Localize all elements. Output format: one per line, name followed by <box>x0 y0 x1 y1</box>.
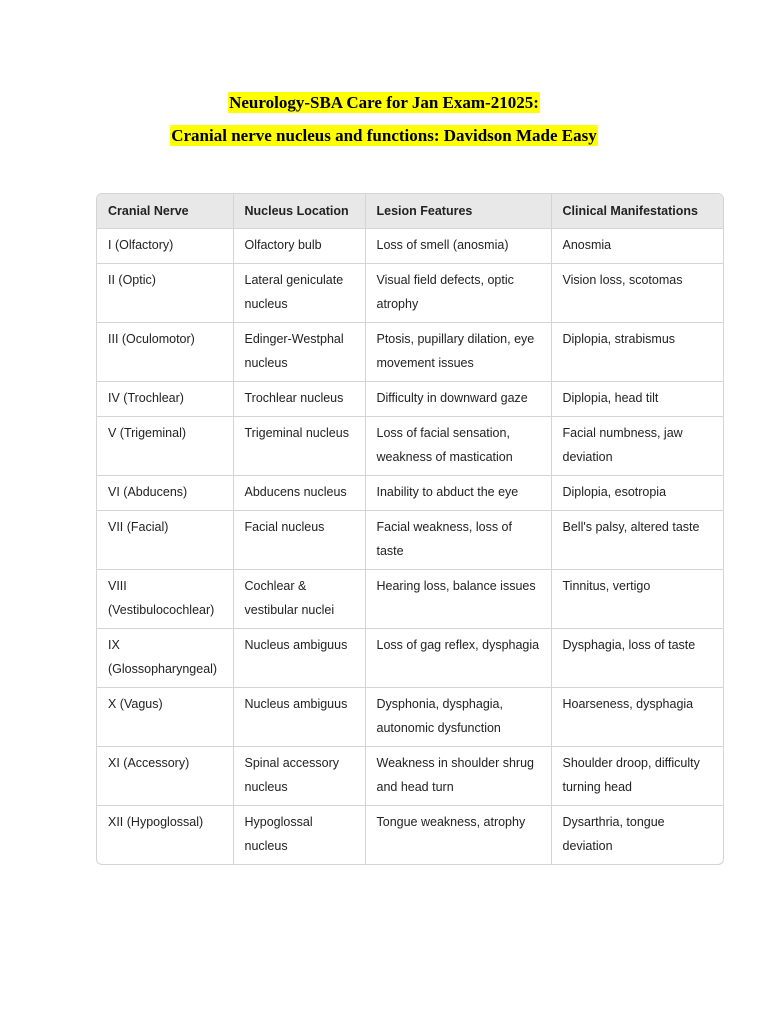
table-row <box>97 688 723 747</box>
table-row <box>97 806 723 865</box>
table-cell: III (Oculomotor) <box>97 323 233 382</box>
header-nucleus-location: Nucleus Location <box>233 194 365 229</box>
table-cell: VI (Abducens) <box>97 476 233 511</box>
table-cell: XI (Accessory) <box>97 747 233 806</box>
table-cell: Dysphagia, loss of taste <box>551 629 723 688</box>
table-cell: Spinal accessory nucleus <box>233 747 365 806</box>
table-cell: Hypoglossal nucleus <box>233 806 365 865</box>
table-cell: XII (Hypoglossal) <box>97 806 233 865</box>
table-cell: Shoulder droop, difficulty turning head <box>551 747 723 806</box>
table-cell: Inability to abduct the eye <box>365 476 551 511</box>
table-cell: VII (Facial) <box>97 511 233 570</box>
table-cell: Anosmia <box>551 229 723 264</box>
table-header-row <box>97 194 723 229</box>
table-row <box>97 229 723 264</box>
table-cell: Hoarseness, dysphagia <box>551 688 723 747</box>
table-row <box>97 323 723 382</box>
table-cell: Loss of smell (anosmia) <box>365 229 551 264</box>
table-cell: Diplopia, esotropia <box>551 476 723 511</box>
title-line-1: Neurology-SBA Care for Jan Exam-21025: <box>229 93 539 112</box>
title-line-2: Cranial nerve nucleus and functions: Davidson Made Easy <box>171 126 597 145</box>
table-cell: Hearing loss, balance issues <box>365 570 551 629</box>
table-cell: Nucleus ambiguus <box>233 629 365 688</box>
table-cell: Visual field defects, optic atrophy <box>365 264 551 323</box>
table-cell: Facial nucleus <box>233 511 365 570</box>
document-title <box>0 92 768 146</box>
table-cell: Tongue weakness, atrophy <box>365 806 551 865</box>
table-cell: Lateral geniculate nucleus <box>233 264 365 323</box>
table-row <box>97 570 723 629</box>
table-row <box>97 629 723 688</box>
cranial-nerve-table <box>96 193 724 865</box>
table-cell: II (Optic) <box>97 264 233 323</box>
header-lesion-features: Lesion Features <box>365 194 551 229</box>
table-cell: X (Vagus) <box>97 688 233 747</box>
table-cell: Trochlear nucleus <box>233 382 365 417</box>
table-cell: Nucleus ambiguus <box>233 688 365 747</box>
table-row <box>97 417 723 476</box>
table-cell: Dysarthria, tongue deviation <box>562 815 665 853</box>
table-row <box>97 511 723 570</box>
table-row <box>97 476 723 511</box>
table-cell: Tinnitus, vertigo <box>551 570 723 629</box>
table-cell: Olfactory bulb <box>233 229 365 264</box>
table-cell: Dysphonia, dysphagia, autonomic dysfunction <box>365 688 551 747</box>
table-cell: Edinger-Westphal nucleus <box>233 323 365 382</box>
table-cell: Bell's palsy, altered taste <box>551 511 723 570</box>
table-cell: Facial numbness, jaw deviation <box>551 417 723 476</box>
table-cell: Abducens nucleus <box>233 476 365 511</box>
table-cell: Cochlear & vestibular nuclei <box>233 570 365 629</box>
table-cell: Loss of facial sensation, weakness of mastication <box>365 417 551 476</box>
header-clinical-manifestations: Clinical Manifestations <box>551 194 723 229</box>
table-cell: I (Olfactory) <box>97 229 233 264</box>
table-cell: IX (Glossopharyngeal) <box>97 629 233 688</box>
table-cell: Weakness in shoulder shrug and head turn <box>365 747 551 806</box>
table-row <box>97 382 723 417</box>
table-row <box>97 747 723 806</box>
table-cell: Loss of gag reflex, dysphagia <box>365 629 551 688</box>
table-cell: Vision loss, scotomas <box>551 264 723 323</box>
table-cell: Difficulty in downward gaze <box>365 382 551 417</box>
table-cell: IV (Trochlear) <box>97 382 233 417</box>
table-cell: V (Trigeminal) <box>97 417 233 476</box>
table-cell: Trigeminal nucleus <box>233 417 365 476</box>
table-cell: Diplopia, strabismus <box>551 323 723 382</box>
header-cranial-nerve: Cranial Nerve <box>97 194 233 229</box>
table-cell: Ptosis, pupillary dilation, eye movement issues <box>365 323 551 382</box>
table-cell: Facial weakness, loss of taste <box>365 511 551 570</box>
table-row <box>97 264 723 323</box>
table-cell: VIII (Vestibulocochlear) <box>97 570 233 629</box>
table-cell: Diplopia, head tilt <box>551 382 723 417</box>
